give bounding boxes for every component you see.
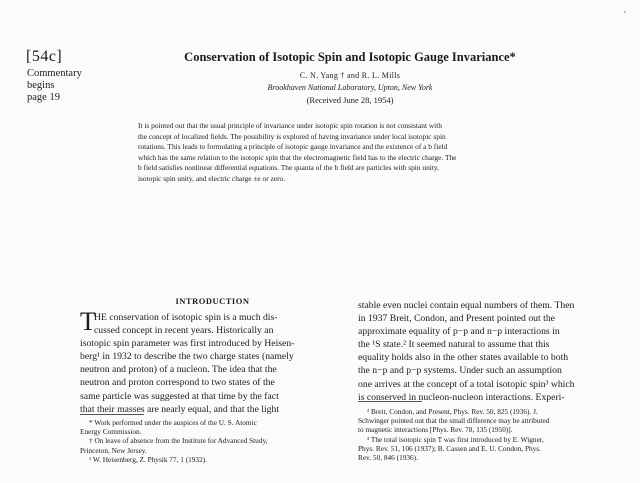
body-line: cussed concept in recent years. Historically an (94, 325, 274, 337)
drop-cap: T (80, 307, 96, 336)
body-line: equality holds also in the other states available to both (358, 352, 569, 364)
abstract-line: b field satisfies nonlinear differential equations. The quanta of the b field are particles with spin unity, (138, 163, 439, 173)
paper-authors: C. N. Yang † and R. L. Mills (299, 71, 401, 80)
footnote-line: Rev. 50, 846 (1936). (358, 453, 418, 463)
body-line: one arrives at the concept of a total isotopic spin³ which (358, 378, 575, 390)
body-line: is conserved in nucleon-nucleon interactions. Experi- (358, 391, 565, 403)
body-column-left (80, 307, 342, 416)
footnote-line: to magnetic interactions [Phys. Rev. 78, 135 (1950)]. (358, 425, 513, 435)
footnotes-right (358, 407, 620, 462)
footnote-line: ³ The total isotopic spin T was first introduced by E. Wigner, (367, 434, 544, 444)
abstract-line: isotopic spin unity, and electric charge ±e or zero. (138, 173, 286, 183)
body-line: stable even nuclei contain equal numbers of them. Then (358, 300, 575, 311)
abstract-line: which has the same relation to the isotopic spin that the electromagnetic field has to the electric charge. The (138, 152, 457, 162)
corner-mark: ' (624, 10, 626, 21)
footnote-line: ¹ W. Heisenberg, Z. Physik 77, 1 (1932). (89, 454, 207, 464)
section-heading-introduction: INTRODUCTION (175, 296, 250, 306)
abstract (138, 121, 556, 185)
page-reference: [54c] (26, 48, 63, 65)
footnote-line: Princeton, New Jersey. (80, 445, 147, 455)
body-line: neutron and proton) of a nucleon. The idea that the (80, 364, 277, 376)
footnote-line: Phys. Rev. 51, 106 (1937); B. Cassen and E. U. Condon, Phys. (358, 443, 541, 453)
footnotes-left (80, 418, 342, 464)
body-line: berg¹ in 1932 to describe the two charge states (namely (80, 351, 294, 363)
footnote-line: * Work performed under the auspices of the U. S. Atomic (89, 418, 257, 427)
body-line: in 1937 Breit, Condon, and Present pointed out the (358, 313, 555, 325)
body-line: HE conservation of isotopic spin is a much dis- (94, 312, 278, 323)
paper-title: Conservation of Isotopic Spin and Isotopic Gauge Invariance* (184, 50, 516, 64)
footnote-rule (80, 414, 144, 415)
footnote-line: ² Breit, Condon, and Present, Phys. Rev. 50, 825 (1936). J. (367, 407, 538, 416)
abstract-line: It is pointed out that the usual principle of invariance under isotopic spin rotation is not consistant with (138, 121, 442, 130)
commentary-line: page 19 (27, 92, 60, 103)
body-line: that their masses are nearly equal, and that the light (80, 403, 280, 415)
commentary-line: Commentary (27, 68, 82, 79)
body-line: neutron and proton correspond to two states of the (80, 377, 275, 389)
footnote-rule (358, 401, 422, 402)
body-line: approximate equality of p−p and n−p interactions in (358, 326, 560, 338)
commentary-line: begins (27, 80, 55, 91)
footnote-line: † On leave of absence from the Institute for Advanced Study, (89, 436, 268, 446)
abstract-line: the concept of localized fields. The possibility is explored of having invariance under local isotopic spin (138, 131, 446, 141)
body-line: the ¹S state.² It seemed natural to assume that this (358, 339, 550, 351)
body-line: same particle was suggested at that time by the fact (80, 390, 279, 402)
abstract-line: rotations. This leads to formulating a principle of isotopic gauge invariance and the existence of a b field (138, 142, 448, 152)
received-date: (Received June 28, 1954) (306, 95, 394, 105)
footnote-line: Energy Commission. (80, 427, 142, 437)
body-line: the n−p and p−p systems. Under such an assumption (358, 365, 562, 377)
author-affiliation: Brookhaven National Laboratory, Upton, New York (267, 83, 433, 92)
footnote-line: Schwinger pointed out that the small difference may be attributed (358, 416, 550, 426)
commentary-note (27, 68, 107, 104)
body-line: isotopic spin parameter was first introduced by Heisen- (80, 338, 295, 350)
body-column-right (358, 299, 620, 404)
